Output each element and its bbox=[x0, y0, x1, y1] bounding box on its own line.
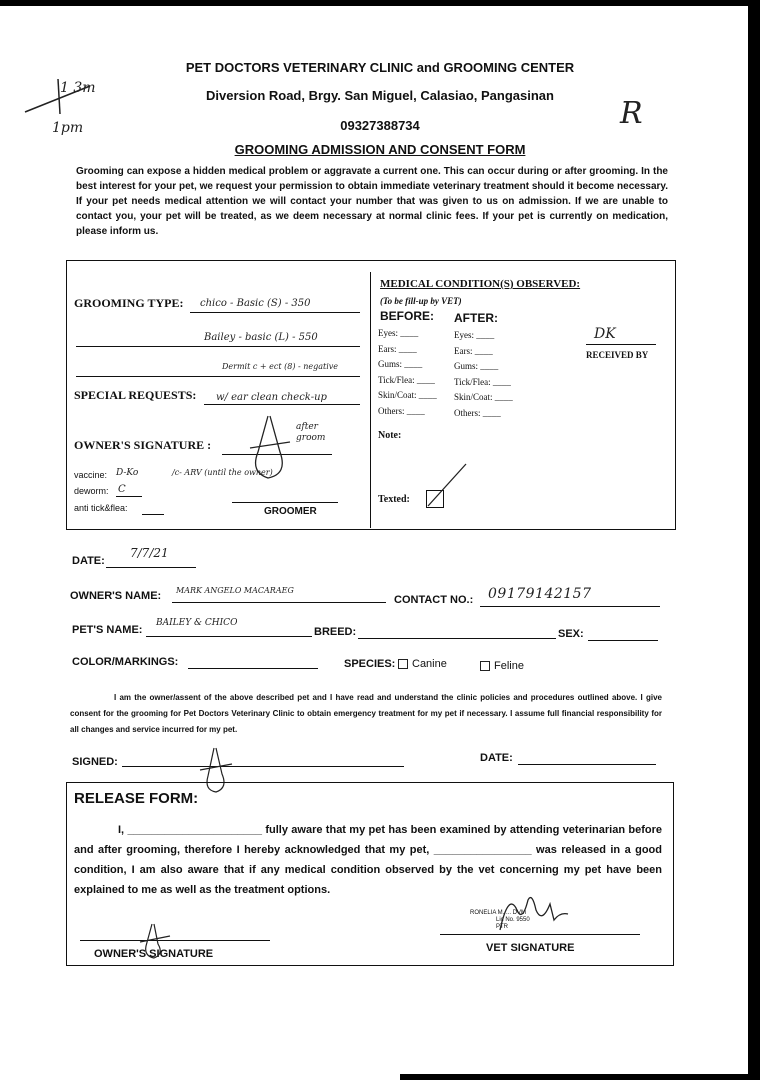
contact-value: 09179142157 bbox=[488, 586, 592, 602]
sex-label: SEX: bbox=[558, 628, 584, 640]
before-item: Gums: ____ bbox=[378, 359, 423, 369]
owner-name-label: OWNER'S NAME: bbox=[70, 590, 162, 602]
special-requests-value: w/ ear clean check-up bbox=[216, 392, 327, 403]
texted-label: Texted: bbox=[378, 494, 410, 505]
color-markings-label: COLOR/MARKINGS: bbox=[72, 656, 179, 668]
admission-box-divider bbox=[370, 272, 371, 528]
vaccine-note: /c- ARV (until the owner) bbox=[172, 468, 273, 477]
deworm-value: C bbox=[118, 484, 126, 495]
note-label: Note: bbox=[378, 430, 402, 441]
before-item: Others: ____ bbox=[378, 405, 425, 416]
grooming-type-value-1: chico - Basic (S) - 350 bbox=[200, 298, 311, 309]
breed-label: BREED: bbox=[314, 626, 357, 638]
after-item: Skin/Coat: ____ bbox=[454, 392, 513, 402]
margin-note-1pm: 1pm bbox=[52, 120, 84, 136]
before-item: Skin/Coat: ____ bbox=[378, 390, 437, 400]
before-list bbox=[378, 326, 437, 419]
vet-signature-scribble bbox=[494, 890, 574, 940]
clinic-name: PET DOCTORS VETERINARY CLINIC and GROOMING CENTER bbox=[185, 60, 575, 75]
grooming-type-value-3: Dermit c + ect (8) - negative bbox=[222, 362, 339, 371]
release-title: RELEASE FORM: bbox=[74, 790, 199, 807]
scan-border-top bbox=[0, 0, 760, 6]
before-item: Eyes: ____ bbox=[378, 328, 419, 338]
vet-stamp-ptr: PTR bbox=[496, 924, 508, 930]
groomer-label: GROOMER bbox=[264, 506, 317, 517]
margin-note-time: 1 3m bbox=[60, 80, 96, 96]
vet-stamp-license: Lic No. 9550 bbox=[496, 917, 530, 923]
canine-label: Canine bbox=[412, 658, 447, 670]
deworm-label: deworm: bbox=[74, 486, 109, 496]
contact-label: CONTACT NO.: bbox=[394, 594, 474, 606]
received-by-label: RECEIVED BY bbox=[586, 350, 649, 360]
release-owner-signature-scribble bbox=[136, 922, 176, 962]
species-label: SPECIES: bbox=[344, 658, 396, 670]
owner-signature-label: OWNER'S SIGNATURE : bbox=[74, 438, 212, 452]
after-list bbox=[454, 328, 513, 421]
after-item: Others: ____ bbox=[454, 407, 501, 418]
scan-border-right bbox=[748, 0, 760, 1080]
canine-checkbox[interactable] bbox=[398, 659, 408, 669]
clinic-phone: 09327388734 bbox=[340, 118, 420, 133]
grooming-type-label: GROOMING TYPE: bbox=[74, 296, 184, 310]
release-owner-signature-label: OWNER'S SIGNATURE bbox=[94, 948, 214, 960]
consent-date-label: DATE: bbox=[480, 752, 513, 764]
after-item: Gums: ____ bbox=[454, 361, 499, 371]
consent-paragraph: I am the owner/assent of the above described pet and I have read and understand the clinic policies and procedures outlined above. I give consent for the grooming for Pet Doctors Veterinary Clinic to obtain emergency treatment for my pet if necessary. I assume full financial responsibility for all changes and service incurred for my pet. bbox=[70, 693, 662, 734]
date-value: 7/7/21 bbox=[130, 546, 169, 560]
vaccine-value: D-Ko bbox=[116, 468, 139, 478]
antitick-label: anti tick&flea: bbox=[74, 503, 128, 513]
vet-stamp-name: RONELIA M. ... DVM bbox=[470, 910, 527, 916]
texted-check-mark bbox=[426, 462, 470, 508]
intro-paragraph: Grooming can expose a hidden medical problem or aggravate a current one. This can occur during or after grooming. In the best interest for your pet, we request your permission to obtain immediate veterinary treatment should it become necessary. If your pet needs medical attention we will contact your number that was given to us on admission. If we are unable to contact you, your pet will be treated, as we deem necessary at normal clinic fees. If your pet is currently on medication, please inform us. bbox=[76, 166, 668, 237]
species-canine-option[interactable] bbox=[398, 658, 447, 670]
after-item: Tick/Flea: ____ bbox=[454, 376, 511, 387]
before-label: BEFORE: bbox=[380, 309, 434, 323]
special-requests-label: SPECIAL REQUESTS: bbox=[74, 388, 197, 402]
date-label: DATE: bbox=[72, 555, 105, 567]
pets-name-label: PET'S NAME: bbox=[72, 624, 143, 636]
owner-name-value: MARK ANGELO MACARAEG bbox=[176, 586, 294, 595]
vet-signature-label: VET SIGNATURE bbox=[486, 942, 575, 954]
grooming-type-value-2: Bailey - basic (L) - 550 bbox=[204, 332, 318, 343]
after-label: AFTER: bbox=[454, 311, 498, 325]
after-item: Eyes: ____ bbox=[454, 330, 495, 340]
scan-border-bottom bbox=[400, 1074, 760, 1080]
pets-name-value: BAILEY & CHICO bbox=[156, 618, 238, 628]
clinic-address: Diversion Road, Brgy. San Miguel, Calasiao, Pangasinan bbox=[206, 88, 554, 103]
feline-label: Feline bbox=[494, 660, 524, 672]
received-initials: DK bbox=[594, 326, 616, 342]
before-item: Ears: ____ bbox=[378, 343, 417, 354]
before-item: Tick/Flea: ____ bbox=[378, 374, 435, 385]
margin-note-initial: R bbox=[620, 96, 643, 131]
after-groom-note: after groom bbox=[296, 422, 326, 443]
species-feline-option[interactable] bbox=[480, 660, 524, 672]
release-paragraph: I, ______________________ fully aware that my pet has been examined by attending veterinarian before and after grooming, therefore I hereby acknowledged that my pet, ________________ was released in a good condition, I am also aware that if any medical condition observed by the vet concerning my pet have been explained to me as well as the treatment options. bbox=[74, 824, 662, 896]
after-item: Ears: ____ bbox=[454, 345, 493, 356]
feline-checkbox[interactable] bbox=[480, 661, 490, 671]
signed-label: SIGNED: bbox=[72, 756, 118, 768]
form-title: GROOMING ADMISSION AND CONSENT FORM bbox=[234, 142, 526, 157]
medical-title: MEDICAL CONDITION(S) OBSERVED: bbox=[380, 278, 581, 290]
medical-subtitle: (To be fill-up by VET) bbox=[380, 296, 462, 306]
vaccine-label: vaccine: bbox=[74, 470, 108, 480]
